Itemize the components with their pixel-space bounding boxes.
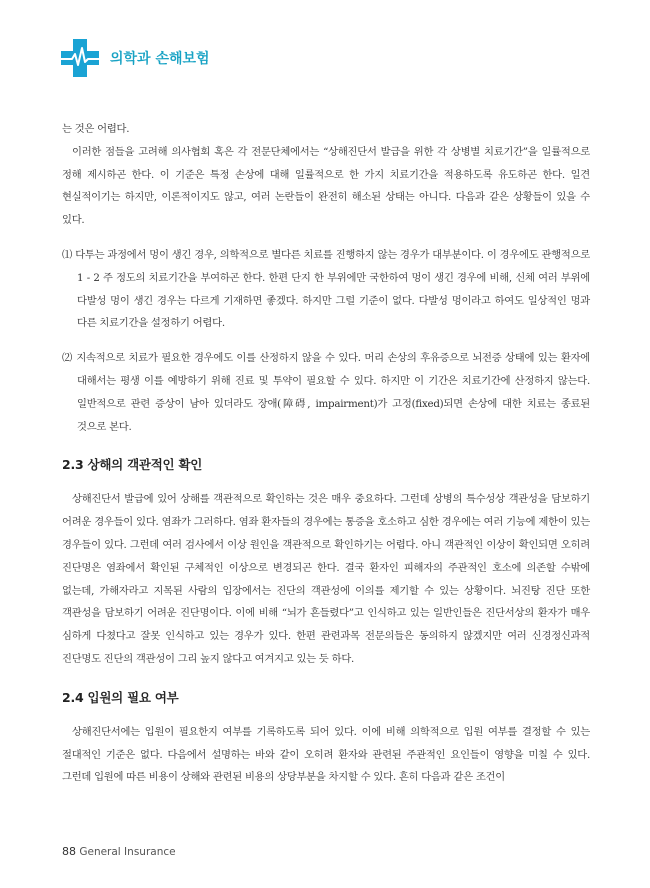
publication-name: General Insurance <box>79 846 176 858</box>
page-number: 88 <box>62 845 76 858</box>
list-item-1: ⑴ 다투는 과정에서 멍이 생긴 경우, 의학적으로 별다른 치료를 진행하지 않는 경우가 대부분이다. 이 경우에도 관행적으로 1 - 2 주 정도의 치료기간을 부여하곤 한다. 한편 단지 한 부위에만 국한하여 멍이 생긴 경우에 비해, 신체 여러 부위에 다발성 멍이 생긴 경우는 다르게 기재하면 좋겠다. 하지만 그럴 기준이 없다. 다발성 멍이라고 하여도 일상적인 멍과 다른 치료기간을 설정하기 어렵다. <box>62 248 590 330</box>
page-footer <box>62 845 176 858</box>
section-heading-2-4: 2.4 입원의 필요 여부 <box>62 689 179 705</box>
header-title: 의학과 손해보험 <box>110 51 210 67</box>
paragraph-intro: 이러한 점들을 고려해 의사협회 혹은 각 전문단체에서는 “상해진단서 발급을 위한 각 상병별 치료기간”을 일률적으로 정해 제시하곤 한다. 이 기준은 특정 손상에 대해 일률적으로 한 가지 치료기간을 적용하도록 유도하곤 한다. 일견 현실적이기는 하지만, 이론적이지도 않고, 여러 논란들이 완전히 해소된 상태는 아니다. 다음과 같은 상황들이 있을 수 있다. <box>62 145 590 227</box>
section-heading-2-3: 2.3 상해의 객관적인 확인 <box>62 457 203 473</box>
page-body <box>62 118 590 789</box>
section-2-4-body: 상해진단서에는 입원이 필요한지 여부를 기록하도록 되어 있다. 이에 비해 의학적으로 입원 여부를 결정할 수 있는 절대적인 기준은 없다. 다음에서 설명하는 바와 같이 오히려 환자와 관련된 주관적인 요인들이 영향을 미칠 수 있다. 그런데 입원에 따른 비용이 상해와 관련된 비용의 상당부분을 차지할 수 있다. 흔히 다음과 같은 조건이 <box>62 725 590 784</box>
list-item-2: ⑵ 지속적으로 치료가 필요한 경우에도 이를 산정하지 않을 수 있다. 머리 손상의 후유증으로 뇌전증 상태에 있는 환자에 대해서는 평생 이를 예방하기 위해 진료 및 투약이 필요할 수 있다. 하지만 이 기간은 치료기간에 산정하지 않는다. 일반적으로 관련 증상이 남아 있더라도 장애(障碍, impairment)가 고정(fixed)되면 손상에 대한 치료는 종료된 것으로 본다. <box>62 352 590 433</box>
section-2-3-body: 상해진단서 발급에 있어 상해를 객관적으로 확인하는 것은 매우 중요하다. 그런데 상병의 특수성상 객관성을 담보하기 어려운 경우들이 있다. 염좌가 그러하다. 염좌 환자들의 경우에는 통증을 호소하고 심한 경우에는 여러 기능에 제한이 있는 경우들이 있다. 그런데 여러 검사에서 이상 원인을 객관적으로 확인하기는 어렵다. 아니 객관적인 이상이 확인되면 오히려 진단명은 염좌에서 확인된 구체적인 이상으로 변경되곤 한다. 결국 환자인 피해자의 주관적인 호소에 의존할 수밖에 없는데, 가해자라고 지목된 사람의 입장에서는 진단의 객관성에 이의를 제기할 수 있는 상황이다. 뇌진탕 진단 또한 객관성을 담보하기 어려운 진단명이다. 이에 비해 “뇌가 흔들렸다”고 인식하고 있는 일반인들은 진단서상의 환자가 매우 심하게 다쳤다고 잘못 인식하고 있는 경우가 있다. 한편 관련과목 전문의들은 동의하지 않겠지만 여러 신경정신과적 진단명도 진단의 객관성이 그리 높지 않다고 여겨지고 있는 듯 하다. <box>62 493 590 665</box>
medical-cross-logo-icon <box>60 38 100 78</box>
paragraph-continuation: 는 것은 어렵다. <box>62 123 130 135</box>
